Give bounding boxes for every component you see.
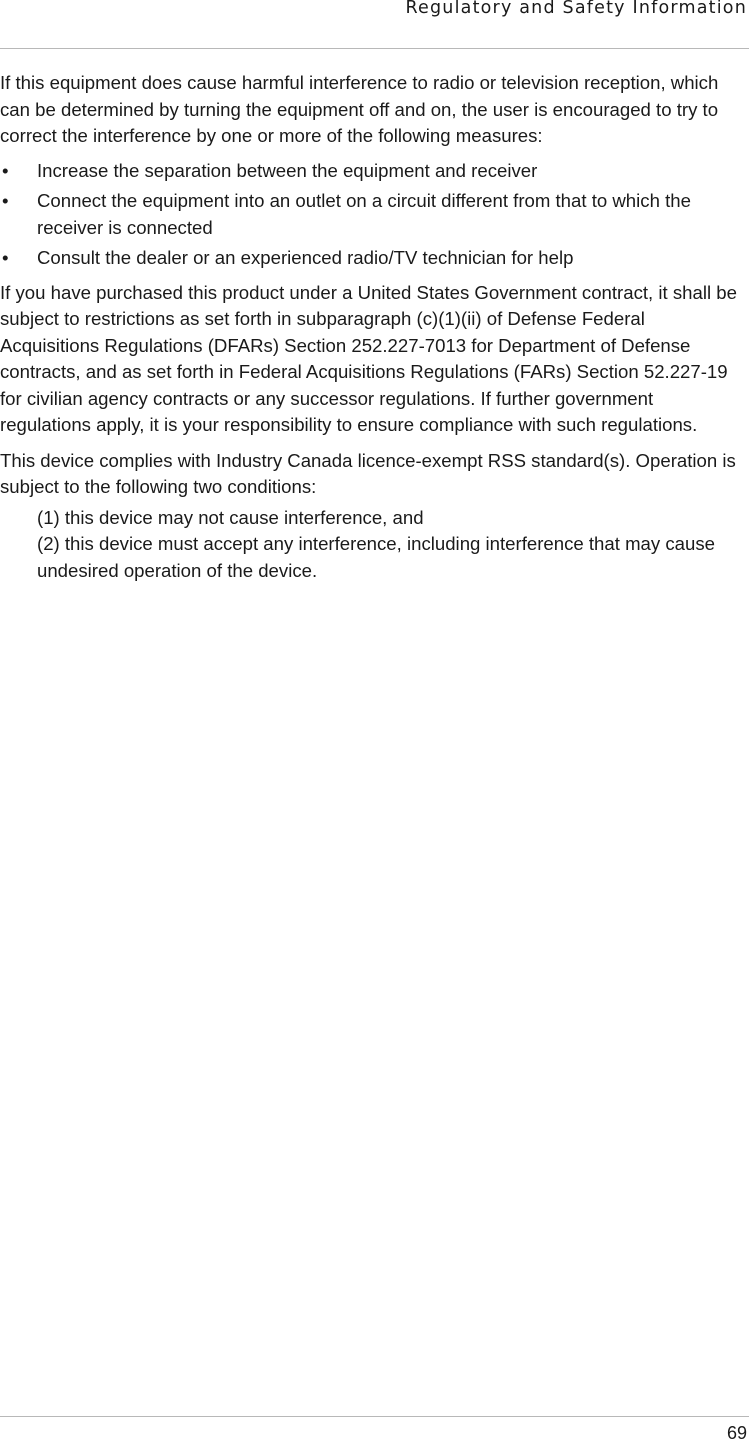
measures-list (0, 158, 746, 272)
list-item (0, 188, 746, 241)
running-header-title: Regulatory and Safety Information (405, 0, 747, 18)
list-item-text: Connect the equipment into an outlet on a circuit different from that to which the receiver is connected (37, 190, 691, 238)
interference-paragraph: If this equipment does cause harmful interference to radio or television reception, which can be determined by turning the equipment off and on, the user is encouraged to try to correct the interference by one or more of the following measures: (0, 72, 719, 146)
bullet-icon: • (2, 159, 9, 181)
condition-item: (1) this device may not cause interference, and (37, 506, 424, 528)
list-item-text: Consult the dealer or an experienced radio/TV technician for help (37, 247, 574, 268)
header-divider (0, 48, 749, 49)
list-item (0, 158, 746, 185)
list-item (0, 245, 746, 272)
footer-divider (0, 1416, 749, 1417)
condition-item: (2) this device must accept any interference, including interference that may cause undesired operation of the device. (37, 533, 715, 581)
list-item-text: Increase the separation between the equipment and receiver (37, 159, 538, 181)
page-number: 69 (726, 1423, 747, 1443)
government-contract-paragraph: If you have purchased this product under a United States Government contract, it shall be subject to restrictions as set forth in subparagraph (c)(1)(ii) of Defense Federal Acquisitions Regulations (DFARs) Section 252.227-7013 for Department of Defense contracts, and as set forth in Federal Acquisitions Regulations (FARs) Section 52.227-19 for civilian agency contracts or any successor regulations. If further government regulations apply, it is your responsibility to ensure compliance with such regulations. (0, 281, 737, 435)
bullet-icon: • (2, 190, 9, 211)
industry-canada-paragraph: This device complies with Industry Canada licence-exempt RSS standard(s). Operation is subject to the following two conditions: (0, 449, 736, 497)
page-content (0, 70, 746, 584)
bullet-icon: • (2, 247, 9, 268)
